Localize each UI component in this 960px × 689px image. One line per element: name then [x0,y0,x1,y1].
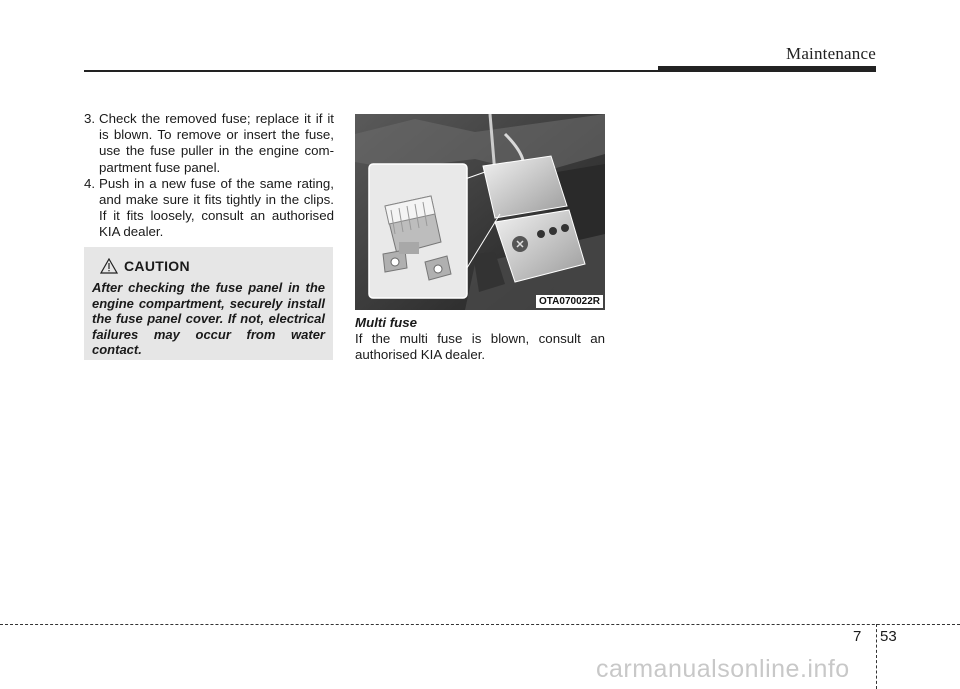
watermark: carmanualsonline.info [596,655,850,683]
step-item [84,111,334,176]
warning-triangle-icon [100,258,118,274]
step-number: 4. [84,175,96,191]
footer-divider [876,624,877,689]
step-item [84,176,334,241]
header-rule-thick [658,66,876,72]
step-text: Check the removed fuse; replace it if it is blown. To remove or insert the fuse, use the fuse puller in the engine com-partment fuse panel. [99,111,334,175]
figure-code: OTA070022R [536,295,603,308]
engine-compartment-drawing [355,114,605,310]
caution-box [84,247,333,360]
multi-fuse-illustration [355,114,605,310]
multi-fuse-section [355,315,605,363]
steps-list [84,111,334,241]
chapter-number: 7 [853,628,862,645]
caution-header [100,255,325,277]
section-title: Maintenance [786,44,876,63]
multi-fuse-title: Multi fuse [355,315,418,330]
caution-title: CAUTION [124,258,190,274]
step-number: 3. [84,111,96,126]
multi-fuse-text: If the multi fuse is blown, consult an authorised KIA dealer. [355,331,605,362]
step-text: Push in a new fuse of the same rating, and make sure it fits tightly in the clips. If it fits loosely, consult an authorised KIA dealer. [99,175,334,240]
caution-text: After checking the fuse panel in the engine compartment, securely install the fuse panel cover. If not, electrical failures may occur from water contact. [92,280,325,358]
footer-rule [0,624,960,625]
header-rule [84,70,658,72]
page-number: 53 [880,628,897,645]
